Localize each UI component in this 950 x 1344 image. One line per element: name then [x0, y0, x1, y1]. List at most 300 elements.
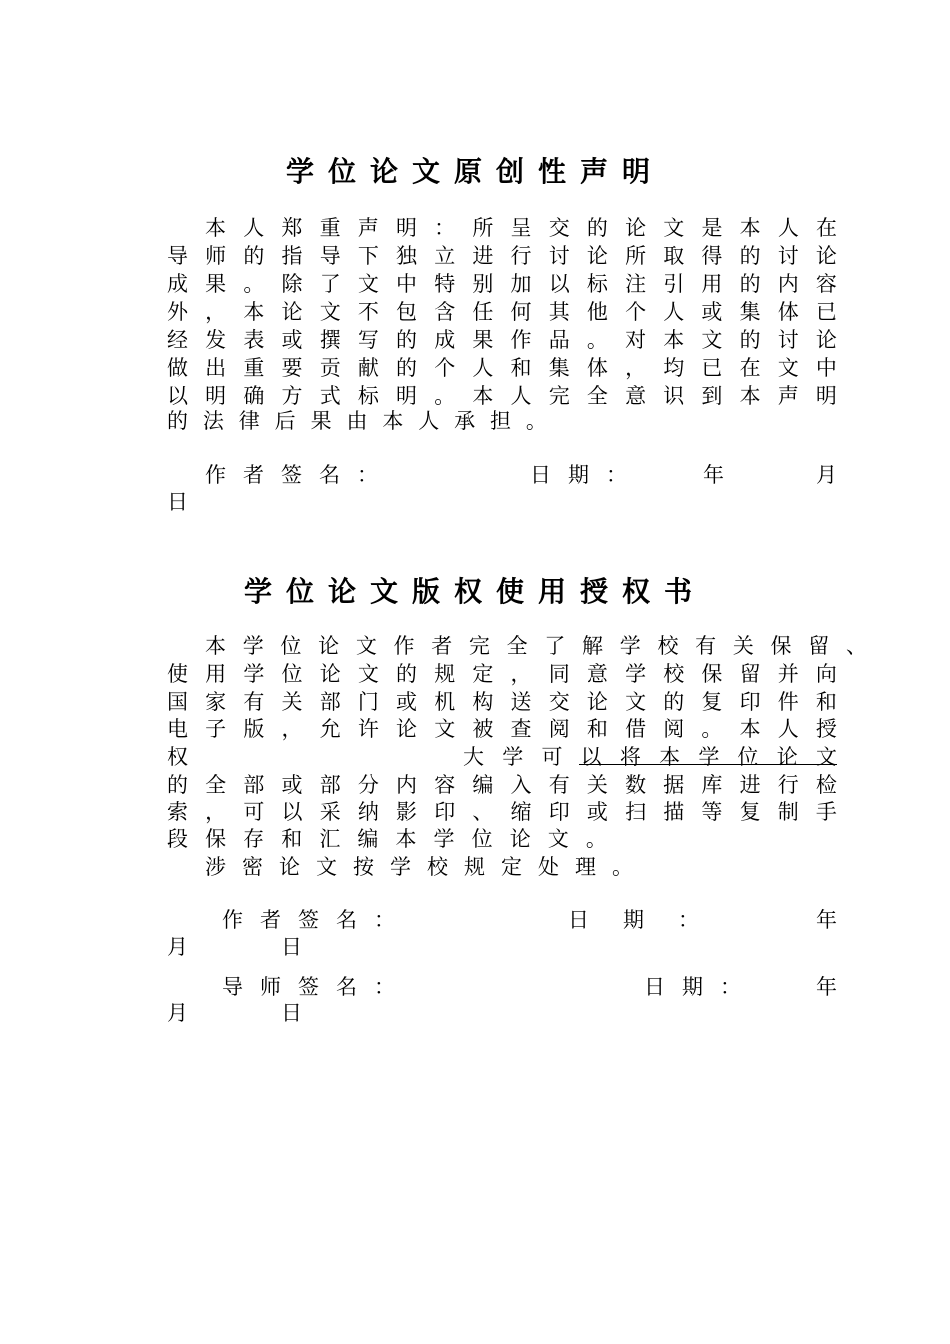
text-char: 部: [319, 773, 341, 797]
text-char: 文: [777, 356, 799, 380]
text-char: 后: [274, 409, 296, 433]
text-char: 交: [548, 690, 570, 714]
text-char: 出: [205, 356, 227, 380]
declaration-year-label: 年: [703, 463, 724, 487]
text-char: 人: [243, 216, 265, 240]
text-char: 加: [510, 272, 532, 296]
text-char: 文: [434, 717, 456, 741]
text-char: 写: [357, 328, 379, 352]
text-char: 讨: [777, 244, 799, 268]
text-char: 文: [547, 827, 569, 851]
text-char: 和: [510, 356, 532, 380]
text-char: 讨: [777, 328, 799, 352]
text-char: ，: [625, 356, 647, 380]
text-char: 人: [472, 356, 494, 380]
text-char: 经: [167, 328, 188, 352]
text-char: 论: [815, 244, 837, 268]
text-char: 明: [815, 384, 837, 408]
text-char: 容: [434, 773, 456, 797]
text-char: 发: [205, 328, 227, 352]
text-char: 学: [242, 634, 264, 658]
text-char: 或: [281, 773, 303, 797]
text-char: 保: [701, 662, 723, 686]
text-char: 阅: [548, 717, 570, 741]
text-char: 郑: [281, 216, 303, 240]
text-char: 其: [548, 300, 570, 324]
text-char: 以: [167, 384, 188, 408]
text-char: 授: [815, 717, 837, 741]
text-char: 完: [468, 634, 490, 658]
text-char: 有: [548, 773, 570, 797]
declaration-line-1: [205, 213, 837, 241]
text-char: ，: [205, 800, 227, 824]
text-char: 本: [382, 409, 404, 433]
text-char: 论: [815, 328, 837, 352]
text-char: 本: [243, 300, 265, 324]
text-char: 学: [619, 634, 641, 658]
text-char: 和: [586, 717, 608, 741]
text-char: 印: [434, 800, 456, 824]
text-char: 留: [739, 662, 761, 686]
text-char: 贡: [319, 356, 341, 380]
text-char: 阅: [663, 717, 685, 741]
advisor-date-label: 日期：: [644, 975, 758, 999]
text-char: 明: [395, 216, 417, 240]
text-char: 者: [431, 634, 453, 658]
authorization-line-7: [167, 797, 837, 825]
text-char: 已: [815, 300, 837, 324]
text-char: 律: [238, 409, 260, 433]
text-char: 关: [732, 634, 754, 658]
declaration-line-5: [167, 325, 837, 353]
text-char: 得: [701, 244, 723, 268]
text-char: 人: [777, 216, 799, 240]
text-char: 件: [777, 690, 799, 714]
text-char: 容: [815, 272, 837, 296]
text-char: 的: [586, 216, 608, 240]
text-char: 别: [472, 272, 494, 296]
text-char: 部: [243, 773, 265, 797]
text-char: 意: [586, 662, 608, 686]
text-char: 。: [525, 409, 547, 433]
text-char: 制: [777, 800, 799, 824]
authorization-line-3: [167, 687, 837, 715]
declaration-line-8: [167, 406, 547, 434]
text-char: 人: [510, 384, 532, 408]
text-char: 可: [541, 745, 563, 769]
text-char: 手: [815, 800, 837, 824]
text-char: 取: [663, 244, 685, 268]
text-char: 注: [625, 272, 647, 296]
text-char: 查: [510, 717, 532, 741]
text-char: 。: [701, 717, 723, 741]
text-char: 索: [167, 800, 188, 824]
text-char: 对: [625, 328, 647, 352]
text-char: 汇: [319, 827, 341, 851]
declaration-line-3: [167, 269, 837, 297]
text-char: 库: [701, 773, 723, 797]
text-char: 文: [316, 855, 337, 879]
text-char: 均: [663, 356, 685, 380]
text-char: 家: [205, 690, 227, 714]
text-char: 交: [548, 216, 570, 240]
text-char: 校: [663, 662, 685, 686]
text-char: 外: [167, 300, 188, 324]
text-char: 国: [167, 690, 188, 714]
text-char: 文: [357, 662, 379, 686]
text-char: 使: [167, 662, 188, 686]
text-char: 。: [243, 272, 265, 296]
text-char: 以: [281, 800, 303, 824]
text-char: 规: [434, 662, 456, 686]
text-char: 检: [815, 773, 837, 797]
text-char: 学: [433, 827, 455, 851]
text-char: 人: [418, 409, 440, 433]
text-char: 以: [580, 745, 602, 769]
text-char: 编: [357, 827, 379, 851]
text-char: 学: [502, 745, 524, 769]
text-char: 完: [548, 384, 570, 408]
text-char: 允: [319, 717, 341, 741]
text-char: 由: [346, 409, 368, 433]
text-char: 据: [663, 773, 685, 797]
text-char: 许: [357, 717, 379, 741]
text-char: 文: [355, 634, 377, 658]
text-char: 全: [205, 773, 227, 797]
text-char: 导: [167, 244, 188, 268]
text-char: 本: [205, 634, 226, 658]
text-char: 明: [205, 384, 227, 408]
text-char: 的: [167, 773, 188, 797]
text-char: 采: [319, 800, 341, 824]
text-char: 所: [625, 244, 647, 268]
text-char: 处: [538, 855, 559, 879]
text-char: 果: [472, 328, 494, 352]
text-char: 本: [659, 745, 681, 769]
authorization-line-5-tail: [463, 742, 837, 770]
text-char: 何: [510, 300, 532, 324]
text-char: 并: [777, 662, 799, 686]
text-char: 论: [281, 300, 303, 324]
text-char: 人: [663, 300, 685, 324]
text-char: 内: [396, 773, 418, 797]
text-char: 有: [695, 634, 717, 658]
text-char: 行: [777, 773, 799, 797]
text-char: 缩: [510, 800, 532, 824]
text-char: 所: [472, 216, 494, 240]
authorization-author-year-label: 年: [816, 908, 837, 932]
text-char: 独: [396, 244, 418, 268]
text-char: 部: [319, 690, 341, 714]
authorization-author-signature-label: 作者签名：: [222, 908, 412, 932]
text-char: 是: [701, 216, 723, 240]
text-char: 撰: [319, 328, 341, 352]
text-char: 或: [281, 328, 303, 352]
text-char: 保: [770, 634, 792, 658]
advisor-day-label: 日: [281, 1001, 302, 1025]
authorization-line-4: [167, 714, 837, 742]
text-char: 校: [657, 634, 679, 658]
text-char: 学: [698, 745, 720, 769]
text-char: 含: [434, 300, 456, 324]
text-char: 将: [619, 745, 641, 769]
text-char: 描: [663, 800, 685, 824]
text-char: 或: [586, 800, 608, 824]
text-char: 和: [281, 827, 303, 851]
text-char: 声: [357, 216, 379, 240]
text-char: 本: [739, 717, 761, 741]
text-char: 表: [243, 328, 265, 352]
text-char: 担: [490, 409, 512, 433]
text-char: 。: [585, 827, 607, 851]
text-char: 编: [472, 773, 494, 797]
text-char: 文: [625, 690, 647, 714]
text-char: 版: [243, 717, 265, 741]
text-char: 内: [777, 272, 799, 296]
text-char: 。: [586, 328, 608, 352]
text-char: 全: [506, 634, 528, 658]
text-char: 以: [548, 272, 570, 296]
text-char: 本: [472, 384, 494, 408]
text-char: 、: [472, 800, 494, 824]
text-char: 被: [472, 717, 494, 741]
advisor-year-label: 年: [816, 975, 837, 999]
text-char: 包: [396, 300, 418, 324]
text-char: 文: [663, 216, 685, 240]
text-char: 要: [281, 356, 303, 380]
text-char: 本: [395, 827, 417, 851]
text-char: 呈: [510, 216, 532, 240]
declaration-title: 学位论文原创性声明: [285, 155, 664, 188]
text-char: 大: [463, 745, 484, 769]
text-char: 位: [737, 745, 759, 769]
text-char: 、: [845, 634, 867, 658]
text-char: 入: [510, 773, 532, 797]
text-char: 规: [464, 855, 485, 879]
text-char: 有: [243, 690, 265, 714]
advisor-month-label: 月: [167, 1001, 188, 1025]
text-char: 师: [205, 244, 227, 268]
text-char: 门: [357, 690, 379, 714]
text-char: 定: [472, 662, 494, 686]
text-char: 体: [586, 356, 608, 380]
text-char: 个: [625, 300, 647, 324]
declaration-line-2: [167, 241, 837, 269]
text-char: 已: [701, 356, 723, 380]
text-char: 留: [808, 634, 830, 658]
text-char: 立: [434, 244, 456, 268]
text-char: 任: [472, 300, 494, 324]
text-char: 。: [612, 855, 633, 879]
text-char: 存: [243, 827, 265, 851]
authorization-line-8: [167, 824, 607, 852]
text-char: 理: [575, 855, 596, 879]
text-char: 论: [319, 662, 341, 686]
text-char: 用: [205, 662, 227, 686]
text-char: 学: [625, 662, 647, 686]
text-char: 行: [510, 244, 532, 268]
text-char: 借: [625, 717, 647, 741]
text-char: 论: [586, 244, 608, 268]
text-char: 方: [281, 384, 303, 408]
text-char: 论: [586, 690, 608, 714]
text-char: 位: [280, 634, 302, 658]
text-char: 。: [434, 384, 456, 408]
text-char: 的: [739, 328, 761, 352]
text-char: 的: [167, 409, 188, 433]
text-char: 的: [739, 272, 761, 296]
text-char: 论: [318, 634, 340, 658]
text-char: 承: [454, 409, 476, 433]
text-char: 论: [625, 216, 647, 240]
text-char: 下: [357, 244, 379, 268]
text-char: 了: [544, 634, 566, 658]
text-char: 果: [310, 409, 332, 433]
text-char: 声: [777, 384, 799, 408]
text-char: 关: [281, 690, 303, 714]
text-char: 的: [396, 662, 418, 686]
text-char: 的: [243, 244, 265, 268]
text-char: 影: [396, 800, 418, 824]
text-char: 或: [396, 690, 418, 714]
authorization-line-2: [167, 659, 837, 687]
text-char: ，: [205, 300, 227, 324]
declaration-line-6: [167, 353, 837, 381]
text-char: 法: [202, 409, 224, 433]
text-char: 涉: [205, 855, 226, 879]
text-char: 复: [739, 800, 761, 824]
advisor-signature-label: 导师签名：: [222, 975, 412, 999]
text-char: 学: [243, 662, 265, 686]
text-char: 位: [471, 827, 493, 851]
text-char: 印: [739, 690, 761, 714]
text-char: 本: [205, 216, 226, 240]
text-char: 作: [393, 634, 415, 658]
text-char: 在: [739, 356, 761, 380]
text-char: 果: [205, 272, 227, 296]
text-char: 成: [434, 328, 456, 352]
text-char: 本: [663, 328, 685, 352]
text-char: 电: [167, 717, 188, 741]
authorization-author-day-label: 日: [281, 935, 302, 959]
text-char: 做: [167, 356, 188, 380]
declaration-author-signature-label: 作者签名：: [205, 463, 395, 487]
text-char: 的: [396, 356, 418, 380]
text-char: 文: [701, 328, 723, 352]
text-char: 识: [663, 384, 685, 408]
text-char: 本: [739, 216, 761, 240]
text-char: 同: [548, 662, 570, 686]
text-char: 进: [739, 773, 761, 797]
declaration-line-4: [167, 297, 837, 325]
text-char: 扫: [625, 800, 647, 824]
text-char: 用: [701, 272, 723, 296]
text-char: 全: [586, 384, 608, 408]
text-char: 构: [472, 690, 494, 714]
text-char: 中: [815, 356, 837, 380]
text-char: 机: [434, 690, 456, 714]
authorization-line-6: [167, 770, 837, 798]
text-char: 向: [815, 662, 837, 686]
declaration-day-label: 日: [167, 490, 188, 514]
text-char: 意: [625, 384, 647, 408]
text-char: 纳: [357, 800, 379, 824]
text-char: 除: [281, 272, 303, 296]
text-char: 文: [319, 300, 341, 324]
text-char: 讨: [548, 244, 570, 268]
text-char: 文: [815, 745, 837, 769]
text-char: 的: [663, 690, 685, 714]
text-char: 文: [357, 272, 379, 296]
authorization-line-5-start: 权: [167, 745, 188, 769]
text-char: 重: [243, 356, 265, 380]
text-char: 的: [396, 328, 418, 352]
text-char: 指: [281, 244, 303, 268]
text-char: ，: [281, 717, 303, 741]
text-char: 在: [816, 216, 837, 240]
text-char: 中: [396, 272, 418, 296]
text-char: 品: [548, 328, 570, 352]
text-char: 本: [739, 384, 761, 408]
text-char: 按: [353, 855, 374, 879]
text-char: 校: [427, 855, 448, 879]
text-char: 定: [501, 855, 522, 879]
text-char: 他: [586, 300, 608, 324]
text-char: 标: [586, 272, 608, 296]
declaration-date-label: 日期：: [530, 463, 644, 487]
text-char: 位: [281, 662, 303, 686]
text-char: 集: [548, 356, 570, 380]
text-char: 子: [205, 717, 227, 741]
text-char: 论: [509, 827, 531, 851]
authorization-author-date-label: 日期：: [568, 908, 733, 932]
text-char: 作: [510, 328, 532, 352]
text-char: 人: [777, 717, 799, 741]
text-char: 等: [701, 800, 723, 824]
text-char: 印: [548, 800, 570, 824]
text-char: ，: [510, 662, 532, 686]
declaration-month-label: 月: [816, 463, 837, 487]
text-char: 论: [776, 745, 798, 769]
text-char: 献: [357, 356, 379, 380]
text-char: 到: [701, 384, 723, 408]
text-char: 和: [815, 690, 837, 714]
text-char: 集: [739, 300, 761, 324]
text-char: 引: [663, 272, 685, 296]
text-char: 或: [701, 300, 723, 324]
text-char: 体: [777, 300, 799, 324]
text-char: 确: [243, 384, 265, 408]
text-char: 保: [205, 827, 227, 851]
text-char: 论: [279, 855, 300, 879]
text-char: 密: [242, 855, 263, 879]
text-char: 分: [357, 773, 379, 797]
text-char: 明: [396, 384, 418, 408]
text-char: 论: [396, 717, 418, 741]
text-char: 式: [319, 384, 341, 408]
text-char: 段: [167, 827, 188, 851]
text-char: 特: [434, 272, 456, 296]
text-char: 复: [701, 690, 723, 714]
text-char: 重: [319, 216, 341, 240]
text-char: 解: [582, 634, 604, 658]
authorization-title: 学位论文版权使用授权书: [243, 575, 706, 608]
text-char: 导: [319, 244, 341, 268]
authorization-line-1: [205, 631, 867, 659]
text-char: 数: [625, 773, 647, 797]
text-char: 了: [319, 272, 341, 296]
text-char: 可: [243, 800, 265, 824]
